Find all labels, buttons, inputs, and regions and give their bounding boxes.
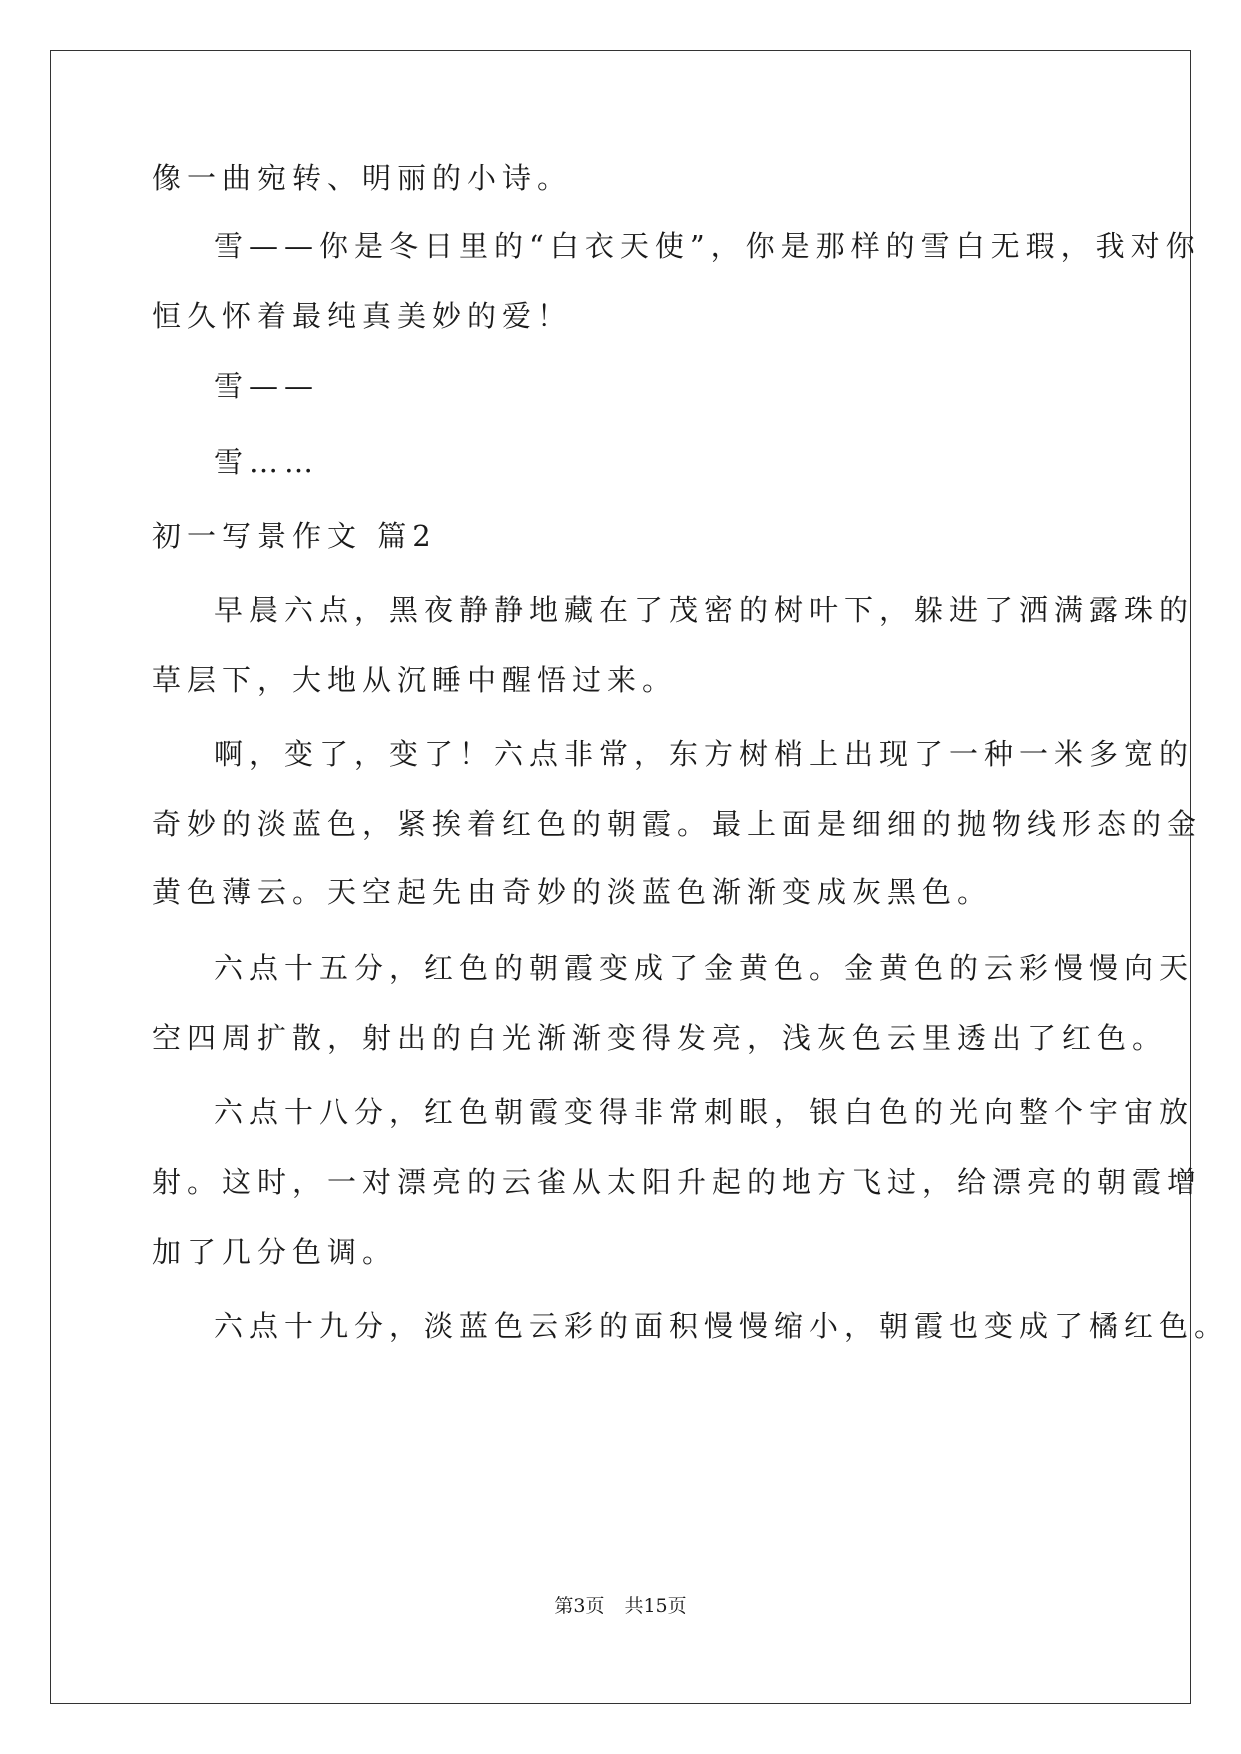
body-line: 奇妙的淡蓝色，紧挨着红色的朝霞。最上面是细细的抛物线形态的金 [152,807,1203,841]
body-line: 雪—— [214,369,320,403]
page-total: 共15页 [624,1595,687,1617]
body-line: 空四周扩散，射出的白光渐渐变得发亮，浅灰色云里透出了红色。 [152,1021,1168,1055]
page-number: 第3页 [554,1595,605,1617]
body-line: 草层下，大地从沉睡中醒悟过来。 [152,663,678,697]
body-line: 雪——你是冬日里的“白衣天使”，你是那样的雪白无瑕，我对你 [214,229,1201,263]
body-line: 加了几分色调。 [152,1235,398,1269]
body-line: 雪…… [214,445,320,479]
section-heading: 初一写景作文 篇2 [152,519,437,553]
body-line: 啊，变了，变了！六点非常，东方树梢上出现了一种一米多宽的 [214,737,1195,771]
body-line: 六点十五分，红色的朝霞变成了金黄色。金黄色的云彩慢慢向天 [214,951,1195,985]
body-line: 六点十八分，红色朝霞变得非常刺眼，银白色的光向整个宇宙放 [214,1095,1195,1129]
body-line: 黄色薄云。天空起先由奇妙的淡蓝色渐渐变成灰黑色。 [152,875,993,909]
body-line: 恒久怀着最纯真美妙的爱！ [152,299,573,333]
body-line: 早晨六点，黑夜静静地藏在了茂密的树叶下，躲进了洒满露珠的 [214,593,1195,627]
body-line: 六点十九分，淡蓝色云彩的面积慢慢缩小，朝霞也变成了橘红色。 [214,1309,1230,1343]
page-footer [0,1594,1241,1618]
body-line: 像一曲宛转、明丽的小诗。 [152,161,573,195]
body-line: 射。这时，一对漂亮的云雀从太阳升起的地方飞过，给漂亮的朝霞增 [152,1165,1203,1199]
